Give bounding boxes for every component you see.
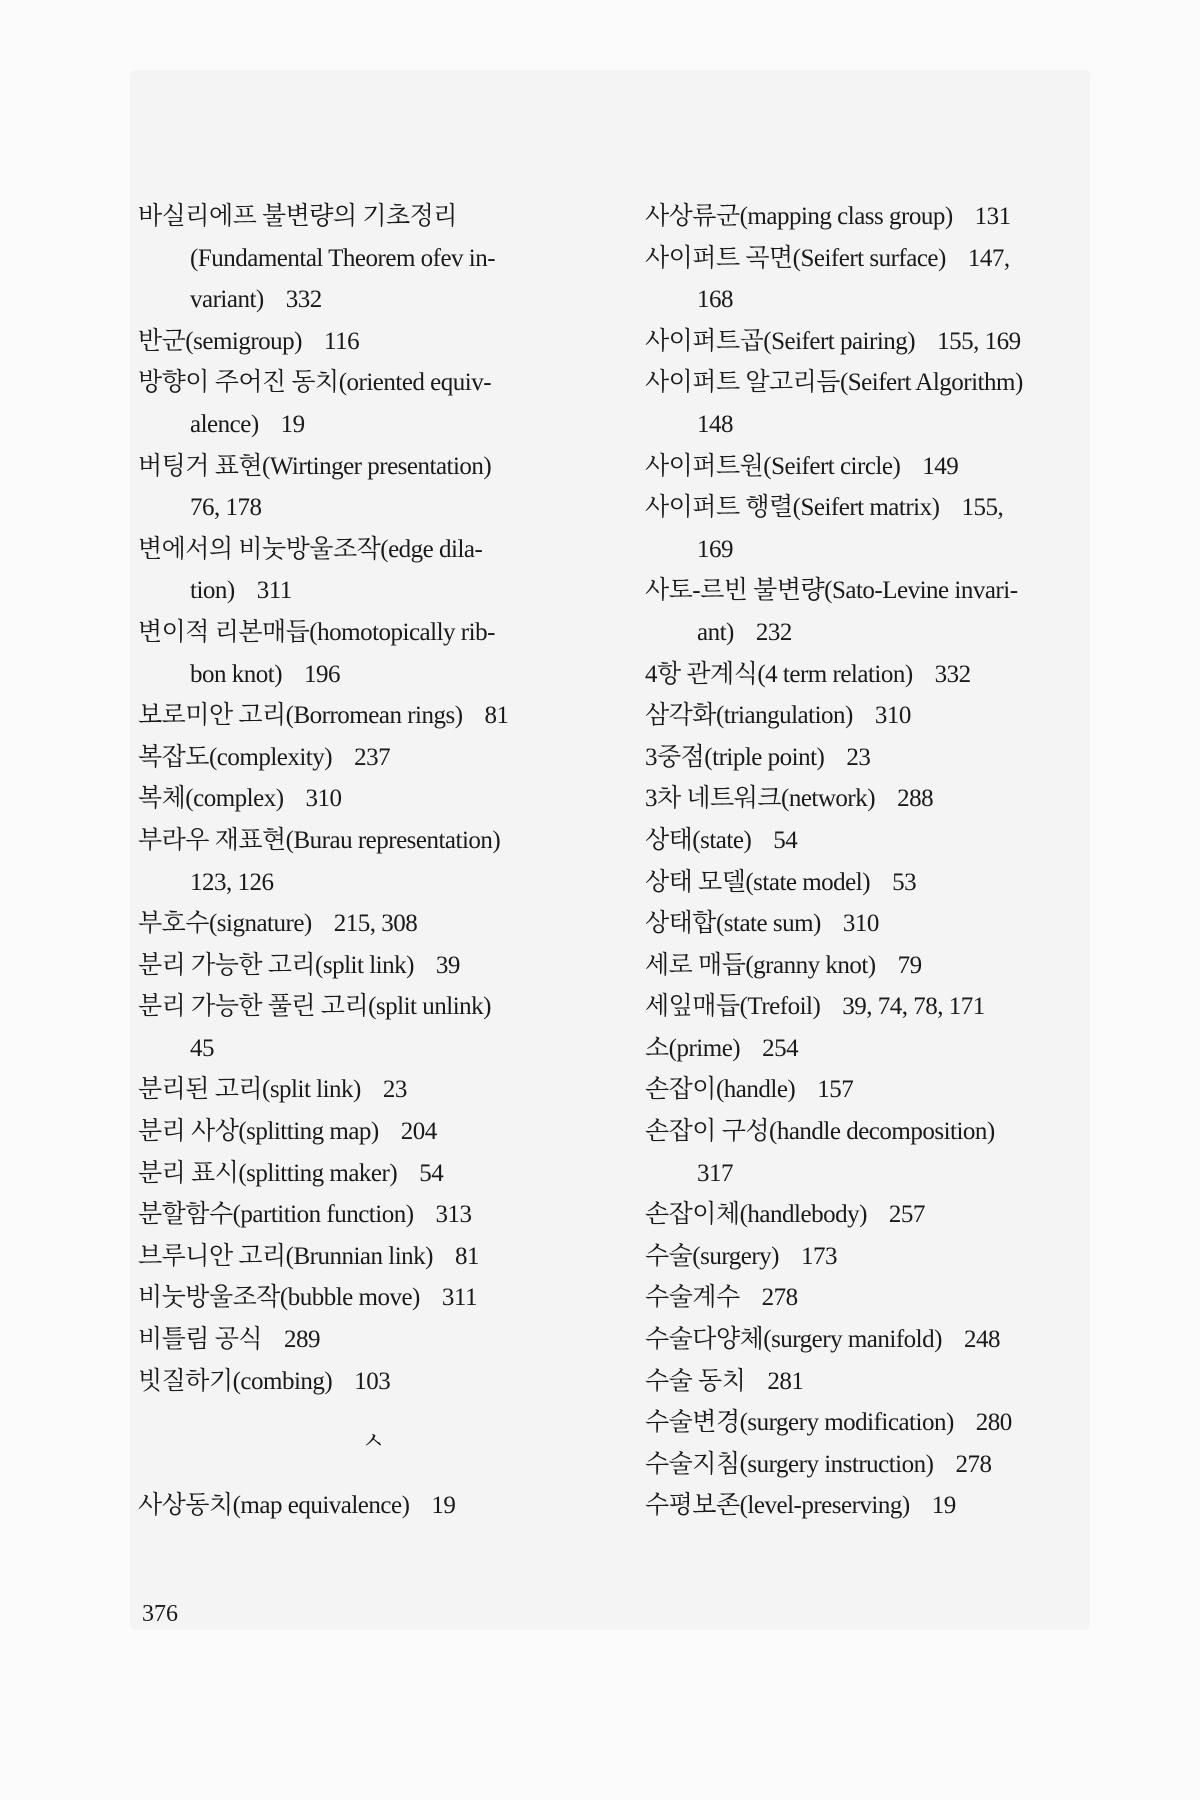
index-entry [645, 446, 1115, 488]
index-entry [138, 1485, 608, 1527]
index-term-continuation: ant) [697, 618, 734, 646]
index-page-ref: 196 [304, 660, 341, 688]
index-term: 변이적 리본매듭(homotopically rib- [138, 618, 495, 646]
index-column-left [138, 196, 608, 1527]
index-entry [645, 362, 1115, 445]
index-term: 세잎매듭(Trefoil) [645, 993, 821, 1021]
index-entry [138, 446, 608, 529]
index-page-ref: 281 [767, 1367, 804, 1395]
index-page-ref: 310 [842, 910, 879, 938]
index-term: 상태합(state sum) [645, 910, 821, 938]
index-term: 삼각화(triangulation) [645, 702, 853, 730]
index-term-continuation: 168 [697, 286, 733, 314]
index-term: 분할함수(partition function) [138, 1201, 414, 1229]
index-entry [645, 570, 1115, 653]
index-term-continuation: variant) [190, 286, 264, 314]
index-term: 사이퍼트원(Seifert circle) [645, 452, 901, 480]
index-term: 복잡도(complexity) [138, 743, 333, 771]
index-entry [138, 321, 608, 363]
index-term: 복체(complex) [138, 785, 284, 813]
index-entry [645, 1194, 1115, 1236]
index-term: 사이퍼트 알고리듬(Seifert Algorithm) [645, 369, 1023, 397]
index-entry [138, 903, 608, 945]
index-page-ref: 237 [354, 743, 391, 771]
index-entry [645, 695, 1115, 737]
index-term: 상태(state) [645, 826, 752, 854]
index-entry [138, 529, 608, 612]
index-entry [645, 820, 1115, 862]
index-entry [645, 1069, 1115, 1111]
index-term: 분리된 고리(split link) [138, 1076, 361, 1104]
index-term: 수술계수 [645, 1284, 740, 1312]
index-page-ref: 39, 74, 78, 171 [842, 993, 985, 1021]
index-page-ref: 311 [256, 577, 292, 605]
index-term-continuation: (Fundamental Theorem ofev in- [190, 244, 496, 272]
index-entry [138, 612, 608, 695]
index-entry [138, 1153, 608, 1195]
index-term: 사이퍼트곱(Seifert pairing) [645, 327, 916, 355]
index-entry [138, 196, 608, 321]
index-term: 반군(semigroup) [138, 327, 302, 355]
index-entry [138, 362, 608, 445]
index-term: 수술다양체(surgery manifold) [645, 1326, 942, 1354]
index-entry [645, 1444, 1115, 1486]
index-entry [138, 945, 608, 987]
index-page-ref: 332 [934, 660, 971, 688]
index-entry [645, 1402, 1115, 1444]
index-page-ref: 81 [484, 702, 509, 730]
section-letter-heading: ㅅ [361, 1429, 385, 1456]
index-term: 손잡이체(handlebody) [645, 1201, 867, 1229]
index-entry [138, 1111, 608, 1153]
index-entry [645, 903, 1115, 945]
index-entry [645, 487, 1115, 570]
index-entry [138, 778, 608, 820]
index-entry [645, 1277, 1115, 1319]
page-number: 376 [142, 1601, 178, 1627]
index-page-ref: 278 [955, 1450, 992, 1478]
index-entry [645, 945, 1115, 987]
index-page-ref: 23 [382, 1076, 407, 1104]
index-entry [138, 1277, 608, 1319]
index-page-ref: 131 [974, 203, 1011, 230]
index-entry [138, 820, 608, 903]
index-entry [645, 196, 1115, 238]
index-term: 손잡이 구성(handle decomposition) [645, 1118, 995, 1146]
index-entry [645, 1361, 1115, 1403]
index-entry [138, 1194, 608, 1236]
index-term: 비틀림 공식 [138, 1326, 263, 1354]
index-column-right [645, 196, 1115, 1527]
index-term: 보로미안 고리(Borromean rings) [138, 702, 463, 730]
index-entry [138, 1319, 608, 1361]
index-entry [138, 1236, 608, 1278]
index-term: 분리 가능한 고리(split link) [138, 951, 414, 979]
index-page-ref: 257 [888, 1201, 925, 1229]
index-term: 버팅거 표현(Wirtinger presentation) [138, 452, 492, 480]
index-page-ref: 215, 308 [333, 910, 418, 938]
index-page-ref: 278 [761, 1284, 798, 1312]
index-entry [645, 1111, 1115, 1194]
index-term: 바실리에프 불변량의 기초정리 [138, 203, 457, 230]
index-term-continuation: bon knot) [190, 660, 283, 688]
index-term: 분리 가능한 풀린 고리(split unlink) [138, 993, 491, 1021]
index-page-ref: 81 [455, 1242, 479, 1270]
index-term: 세로 매듭(granny knot) [645, 951, 876, 979]
index-term: 분리 사상(splitting map) [138, 1118, 379, 1146]
index-entry [645, 737, 1115, 779]
index-entry [138, 695, 608, 737]
index-term: 사토-르빈 불변량(Sato-Levine invari- [645, 577, 1018, 605]
index-entry [645, 654, 1115, 696]
index-page-ref: 280 [975, 1409, 1012, 1437]
index-entry [645, 321, 1115, 363]
index-term: 수술지침(surgery instruction) [645, 1450, 934, 1478]
index-page-ref: 332 [285, 286, 322, 314]
index-page-ref: 79 [897, 951, 922, 979]
index-entry [645, 1319, 1115, 1361]
index-entry [138, 1361, 608, 1403]
index-entry [138, 737, 608, 779]
index-page-ref: 54 [419, 1159, 444, 1187]
index-entry [645, 1028, 1115, 1070]
index-page-ref: 103 [354, 1367, 391, 1395]
index-term: 소(prime) [645, 1034, 741, 1062]
index-term-continuation: 317 [697, 1159, 733, 1187]
index-entry [645, 1485, 1115, 1527]
index-term: 손잡이(handle) [645, 1076, 796, 1104]
index-page-ref: 76, 178 [190, 494, 262, 522]
index-page-ref: 232 [755, 618, 792, 646]
index-page-ref: 19 [280, 410, 305, 438]
index-page-ref: 149 [922, 452, 959, 480]
index-page-ref: 147, [967, 244, 1010, 272]
index-page-ref: 173 [800, 1242, 837, 1270]
index-term: 방향이 주어진 동치(oriented equiv- [138, 369, 492, 397]
index-page-ref: 248 [963, 1326, 1000, 1354]
index-page-ref: 204 [400, 1118, 437, 1146]
index-page-ref: 45 [190, 1034, 214, 1062]
index-term-continuation: alence) [190, 410, 259, 438]
index-entry [645, 986, 1115, 1028]
index-page-ref: 288 [897, 785, 934, 813]
index-term-continuation: 148 [697, 410, 733, 438]
index-page-ref: 54 [773, 826, 798, 854]
index-term: 사상동치(map equivalence) [138, 1492, 410, 1520]
index-entry [645, 778, 1115, 820]
index-page-ref: 311 [441, 1284, 477, 1312]
index-page-ref: 39 [435, 951, 460, 979]
index-term: 부호수(signature) [138, 910, 312, 938]
index-page-ref: 23 [846, 743, 871, 771]
index-entry [645, 238, 1115, 321]
index-page-ref: 19 [931, 1492, 956, 1520]
index-page-ref: 116 [324, 327, 360, 355]
index-term: 수술 동치 [645, 1367, 746, 1395]
index-page-ref: 155, [961, 494, 1004, 522]
index-page-ref: 254 [762, 1034, 799, 1062]
index-term: 빗질하기(combing) [138, 1367, 333, 1395]
index-page-ref: 155, 169 [937, 327, 1021, 355]
index-term: 브루니안 고리(Brunnian link) [138, 1242, 433, 1270]
index-term: 사상류군(mapping class group) [645, 203, 953, 230]
index-page-ref: 19 [431, 1492, 456, 1520]
index-term: 4항 관계식(4 term relation) [645, 660, 913, 688]
index-term-continuation: tion) [190, 577, 235, 605]
index-page-ref: 289 [284, 1326, 321, 1354]
index-term: 부라우 재표현(Burau representation) [138, 826, 501, 854]
index-term: 수평보존(level-preserving) [645, 1492, 910, 1520]
index-term: 수술변경(surgery modification) [645, 1409, 954, 1437]
index-page-ref: 53 [892, 868, 917, 896]
index-term: 수술(surgery) [645, 1242, 779, 1270]
index-page-ref: 313 [435, 1201, 472, 1229]
index-page-ref: 123, 126 [190, 868, 274, 896]
index-entry [138, 986, 608, 1069]
index-term: 변에서의 비눗방울조작(edge dila- [138, 535, 483, 563]
index-term-continuation: 169 [697, 535, 733, 563]
index-term: 3차 네트워크(network) [645, 785, 876, 813]
index-term: 비눗방울조작(bubble move) [138, 1284, 420, 1312]
index-term: 사이퍼트 행렬(Seifert matrix) [645, 494, 940, 522]
index-term: 분리 표시(splitting maker) [138, 1159, 398, 1187]
index-entry [138, 1069, 608, 1111]
index-page-ref: 310 [305, 785, 342, 813]
index-entry [645, 1236, 1115, 1278]
index-term: 사이퍼트 곡면(Seifert surface) [645, 244, 946, 272]
index-term: 3중점(triple point) [645, 743, 825, 771]
index-page-ref: 310 [874, 702, 911, 730]
index-entry [645, 862, 1115, 904]
index-page-ref: 157 [817, 1076, 854, 1104]
index-term: 상태 모델(state model) [645, 868, 871, 896]
